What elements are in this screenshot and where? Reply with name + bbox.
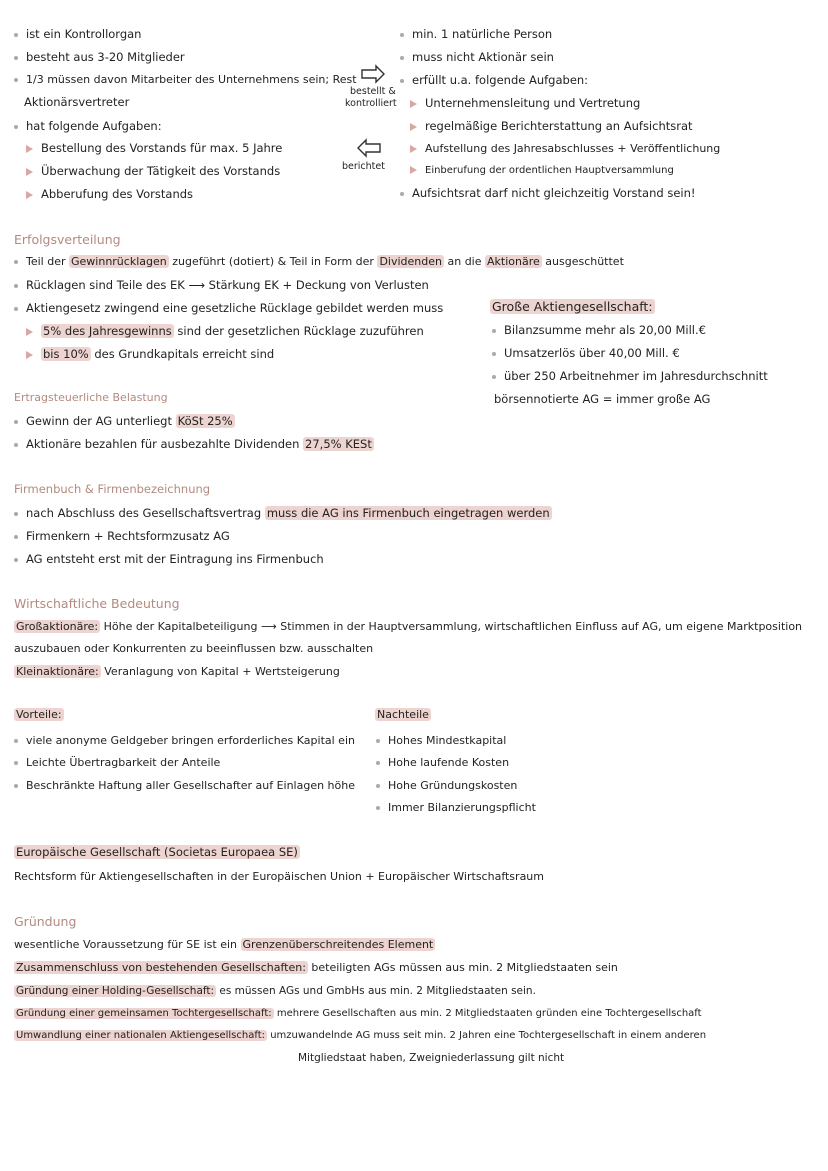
bullet-dot-icon	[376, 761, 380, 765]
text: Aufsichtsrat darf nicht gleichzeitig Vorstand sein!	[412, 186, 696, 200]
text: viele anonyme Geldgeber bringen erforderliches Kapital ein	[26, 734, 355, 747]
heading-grosse-ag	[490, 299, 655, 314]
bullet-dot-icon	[400, 79, 404, 83]
erfolg-line	[14, 277, 429, 293]
gruendung-line-cont: Mitgliedstaat haben, Zweigniederlassung gilt nicht	[298, 1052, 565, 1064]
bullet-dot-icon	[14, 56, 18, 60]
vorstand-bullet	[400, 26, 552, 42]
aufsichtsrat-bullet	[14, 72, 357, 88]
text: min. 1 natürliche Person	[412, 27, 553, 41]
highlight: Gründung einer gemeinsamen Tochtergesellschaft:	[16, 1008, 272, 1019]
highlight: Kleinaktionäre:	[16, 665, 99, 678]
triangle-bullet-icon	[26, 328, 33, 336]
vorstand-task	[410, 95, 640, 111]
bullet-dot-icon	[400, 33, 404, 37]
triangle-bullet-icon	[410, 166, 417, 174]
bullet-dot-icon	[492, 352, 496, 356]
aufsichtsrat-task	[26, 140, 282, 156]
wirtschaft-gross-cont: auszubauen oder Konkurrenten zu beeinflussen bzw. ausschalten	[14, 642, 374, 655]
firmenbuch-line	[14, 551, 324, 567]
text: besteht aus 3-20 Mitglieder	[26, 50, 185, 64]
vorstand-task	[410, 141, 720, 157]
bullet-dot-icon	[400, 56, 404, 60]
text: Stimmen in der Hauptversammlung, wirtschaftlichen Einfluss auf AG, um eigene Marktposition	[280, 620, 803, 633]
wirtschaft-klein-line	[14, 664, 340, 680]
vorstand-note	[400, 185, 696, 201]
text: Höhe der Kapitalbeteiligung	[103, 620, 258, 633]
arrow-label-berichtet: berichtet	[342, 161, 385, 172]
highlight: 27,5% KESt	[305, 437, 372, 451]
se-text: Rechtsform für Aktiengesellschaften in der Europäischen Union + Europäischer Wirtschaftsraum	[14, 870, 544, 883]
highlight: KöSt 25%	[177, 414, 233, 428]
bullet-dot-icon	[492, 375, 496, 379]
text: Veranlagung von Kapital + Wertsteigerung	[104, 665, 340, 678]
highlight: Gewinnrücklagen	[71, 255, 167, 268]
vorstand-bullet	[400, 72, 588, 88]
steuer-line	[14, 413, 235, 429]
triangle-bullet-icon	[410, 123, 417, 131]
wirtschaft-gross-line	[14, 619, 802, 635]
bullet-dot-icon	[14, 284, 18, 288]
bullet-dot-icon	[14, 125, 18, 129]
vorteil-item	[14, 733, 355, 749]
erfolg-line	[14, 254, 624, 270]
bullet-dot-icon	[14, 78, 18, 82]
text: Hohe laufende Kosten	[388, 756, 510, 769]
text: des Grundkapitals erreicht sind	[94, 347, 275, 361]
bullet-dot-icon	[14, 33, 18, 37]
erfolg-line	[14, 300, 443, 316]
bullet-dot-icon	[376, 784, 380, 788]
steuer-line	[14, 436, 374, 452]
arrow-left-icon	[356, 138, 382, 158]
triangle-bullet-icon	[410, 145, 417, 153]
text: nach Abschluss des Gesellschaftsvertrag	[26, 506, 262, 520]
heading-firmenbuch: Firmenbuch & Firmenbezeichnung	[14, 482, 211, 496]
bullet-dot-icon	[14, 443, 18, 447]
firmenbuch-line	[14, 528, 230, 544]
arrow-label-kontrolliert: kontrolliert	[345, 98, 397, 109]
gruendung-line	[14, 1006, 702, 1022]
text: über 250 Arbeitnehmer im Jahresdurchschnitt	[504, 369, 768, 383]
text: Überwachung der Tätigkeit des Vorstands	[41, 164, 281, 178]
heading-nachteile	[375, 708, 431, 721]
highlight: Dividenden	[379, 255, 442, 268]
highlight: Gründung einer Holding-Gesellschaft:	[16, 985, 215, 997]
text: Bilanzsumme mehr als 20,00 Mill.€	[504, 323, 706, 337]
text: Aufstellung des Jahresabschlusses + Veröffentlichung	[425, 142, 721, 155]
text: an die	[447, 255, 482, 268]
text: Hohe Gründungskosten	[388, 779, 518, 792]
highlight: Großaktionäre:	[16, 620, 99, 633]
vorteil-item	[14, 778, 355, 794]
bullet-dot-icon	[14, 512, 18, 516]
highlight: Aktionäre	[487, 255, 540, 268]
text: ist ein Kontrollorgan	[26, 27, 142, 41]
text: AG entsteht erst mit der Eintragung ins Firmenbuch	[26, 552, 324, 566]
vorstand-task	[410, 118, 693, 134]
heading-ertragsteuer: Ertragsteuerliche Belastung	[14, 391, 168, 404]
triangle-bullet-icon	[410, 100, 417, 108]
arrow-right-icon: ⟶	[260, 620, 277, 633]
text: Umsatzerlös über 40,00 Mill. €	[504, 346, 680, 360]
gruendung-line	[14, 1028, 706, 1044]
nachteil-item	[376, 778, 517, 794]
bullet-dot-icon	[14, 420, 18, 424]
heading-gruendung: Gründung	[14, 914, 77, 929]
grosse-note: börsennotierte AG = immer große AG	[494, 392, 711, 406]
text: zugeführt (dotiert) & Teil in Form der	[172, 255, 374, 268]
vorteil-item	[14, 755, 220, 771]
arrow-label-bestellt: bestellt &	[350, 86, 396, 97]
heading-se	[14, 845, 300, 859]
triangle-bullet-icon	[26, 351, 33, 359]
grosse-bullet	[492, 368, 768, 384]
text: Stärkung EK + Deckung von Verlusten	[208, 278, 429, 292]
text: Teil der	[26, 255, 66, 268]
gruendung-line	[14, 983, 536, 999]
heading-wirtschaftliche-bedeutung: Wirtschaftliche Bedeutung	[14, 596, 180, 611]
highlight: bis 10%	[43, 347, 89, 361]
triangle-bullet-icon	[26, 191, 33, 199]
gruendung-line	[14, 937, 435, 953]
highlight: Zusammenschluss von bestehenden Gesellschaften:	[16, 961, 306, 974]
grosse-bullet	[492, 322, 706, 338]
bullet-dot-icon	[376, 806, 380, 810]
text: Gewinn der AG unterliegt	[26, 414, 172, 428]
highlight: Große Aktiengesellschaft:	[492, 299, 653, 314]
text: beteiligten AGs müssen aus min. 2 Mitgliedstaaten sein	[311, 961, 618, 974]
text: Aktiengesetz zwingend eine gesetzliche Rücklage gebildet werden muss	[26, 301, 444, 315]
text: Leichte Übertragbarkeit der Anteile	[26, 756, 221, 769]
text: 1/3 müssen davon Mitarbeiter des Unternehmens sein; Rest	[26, 73, 357, 86]
text: Einberufung der ordentlichen Hauptversammlung	[425, 165, 674, 176]
firmenbuch-line	[14, 505, 552, 521]
heading-erfolgsverteilung: Erfolgsverteilung	[14, 232, 121, 247]
vorstand-task	[410, 163, 674, 179]
triangle-bullet-icon	[26, 145, 33, 153]
text: Rücklagen sind Teile des EK	[26, 278, 185, 292]
bullet-dot-icon	[14, 307, 18, 311]
aufsichtsrat-bullet	[14, 118, 162, 134]
text: Abberufung des Vorstands	[41, 187, 194, 201]
vorstand-bullet	[400, 49, 554, 65]
nachteil-item	[376, 800, 536, 816]
text: Bestellung des Vorstands für max. 5 Jahre	[41, 141, 283, 155]
bullet-dot-icon	[14, 761, 18, 765]
bullet-dot-icon	[14, 739, 18, 743]
highlight: Umwandlung einer nationalen Aktiengesellschaft:	[16, 1030, 265, 1041]
bullet-dot-icon	[14, 784, 18, 788]
text: erfüllt u.a. folgende Aufgaben:	[412, 73, 589, 87]
bullet-dot-icon	[14, 260, 18, 264]
highlight: 5% des Jahresgewinns	[43, 324, 172, 338]
arrow-right-icon	[360, 64, 386, 84]
text: umzuwandelnde AG muss seit min. 2 Jahren eine Tochtergesellschaft in einem anderen	[270, 1030, 707, 1041]
bullet-dot-icon	[400, 192, 404, 196]
bullet-dot-icon	[14, 558, 18, 562]
text: wesentliche Voraussetzung für SE ist ein	[14, 938, 238, 951]
aufsichtsrat-bullet	[14, 49, 185, 65]
highlight: Europäische Gesellschaft (Societas Europaea SE)	[16, 845, 298, 859]
highlight: Grenzenüberschreitendes Element	[242, 938, 434, 951]
aufsichtsrat-bullet	[14, 26, 141, 42]
highlight: muss die AG ins Firmenbuch eingetragen werden	[266, 506, 550, 520]
nachteil-item	[376, 755, 509, 771]
aufsichtsrat-task	[26, 186, 193, 202]
text: Hohes Mindestkapital	[388, 734, 507, 747]
text: sind der gesetzlichen Rücklage zuzuführen	[177, 324, 424, 338]
nachteil-item	[376, 733, 506, 749]
bullet-dot-icon	[492, 329, 496, 333]
bullet-dot-icon	[14, 535, 18, 539]
text: Beschränkte Haftung aller Gesellschafter auf Einlagen höhe	[26, 779, 356, 792]
bullet-dot-icon	[376, 739, 380, 743]
arrow-right-icon: ⟶	[188, 278, 205, 292]
text: hat folgende Aufgaben:	[26, 119, 162, 133]
text: es müssen AGs und GmbHs aus min. 2 Mitgliedstaaten sein.	[219, 985, 536, 997]
text: Unternehmensleitung und Vertretung	[425, 96, 641, 110]
text: ausgeschüttet	[545, 255, 624, 268]
text: regelmäßige Berichterstattung an Aufsichtsrat	[425, 119, 693, 133]
erfolg-sub	[26, 323, 424, 339]
text: Aktionäre bezahlen für ausbezahlte Dividenden	[26, 437, 300, 451]
text: Immer Bilanzierungspflicht	[388, 801, 536, 814]
heading-vorteile	[14, 708, 64, 721]
aufsichtsrat-task	[26, 163, 280, 179]
triangle-bullet-icon	[26, 168, 33, 176]
highlight: Vorteile:	[16, 708, 62, 721]
erfolg-sub	[26, 346, 274, 362]
text: muss nicht Aktionär sein	[412, 50, 554, 64]
aufsichtsrat-continuation: Aktionärsvertreter	[24, 95, 130, 109]
gruendung-line	[14, 960, 618, 976]
highlight: Nachteile	[377, 708, 429, 721]
grosse-bullet	[492, 345, 680, 361]
text: mehrere Gesellschaften aus min. 2 Mitgliedstaaten gründen eine Tochtergesellschaft	[276, 1008, 702, 1019]
text: Firmenkern + Rechtsformzusatz AG	[26, 529, 230, 543]
